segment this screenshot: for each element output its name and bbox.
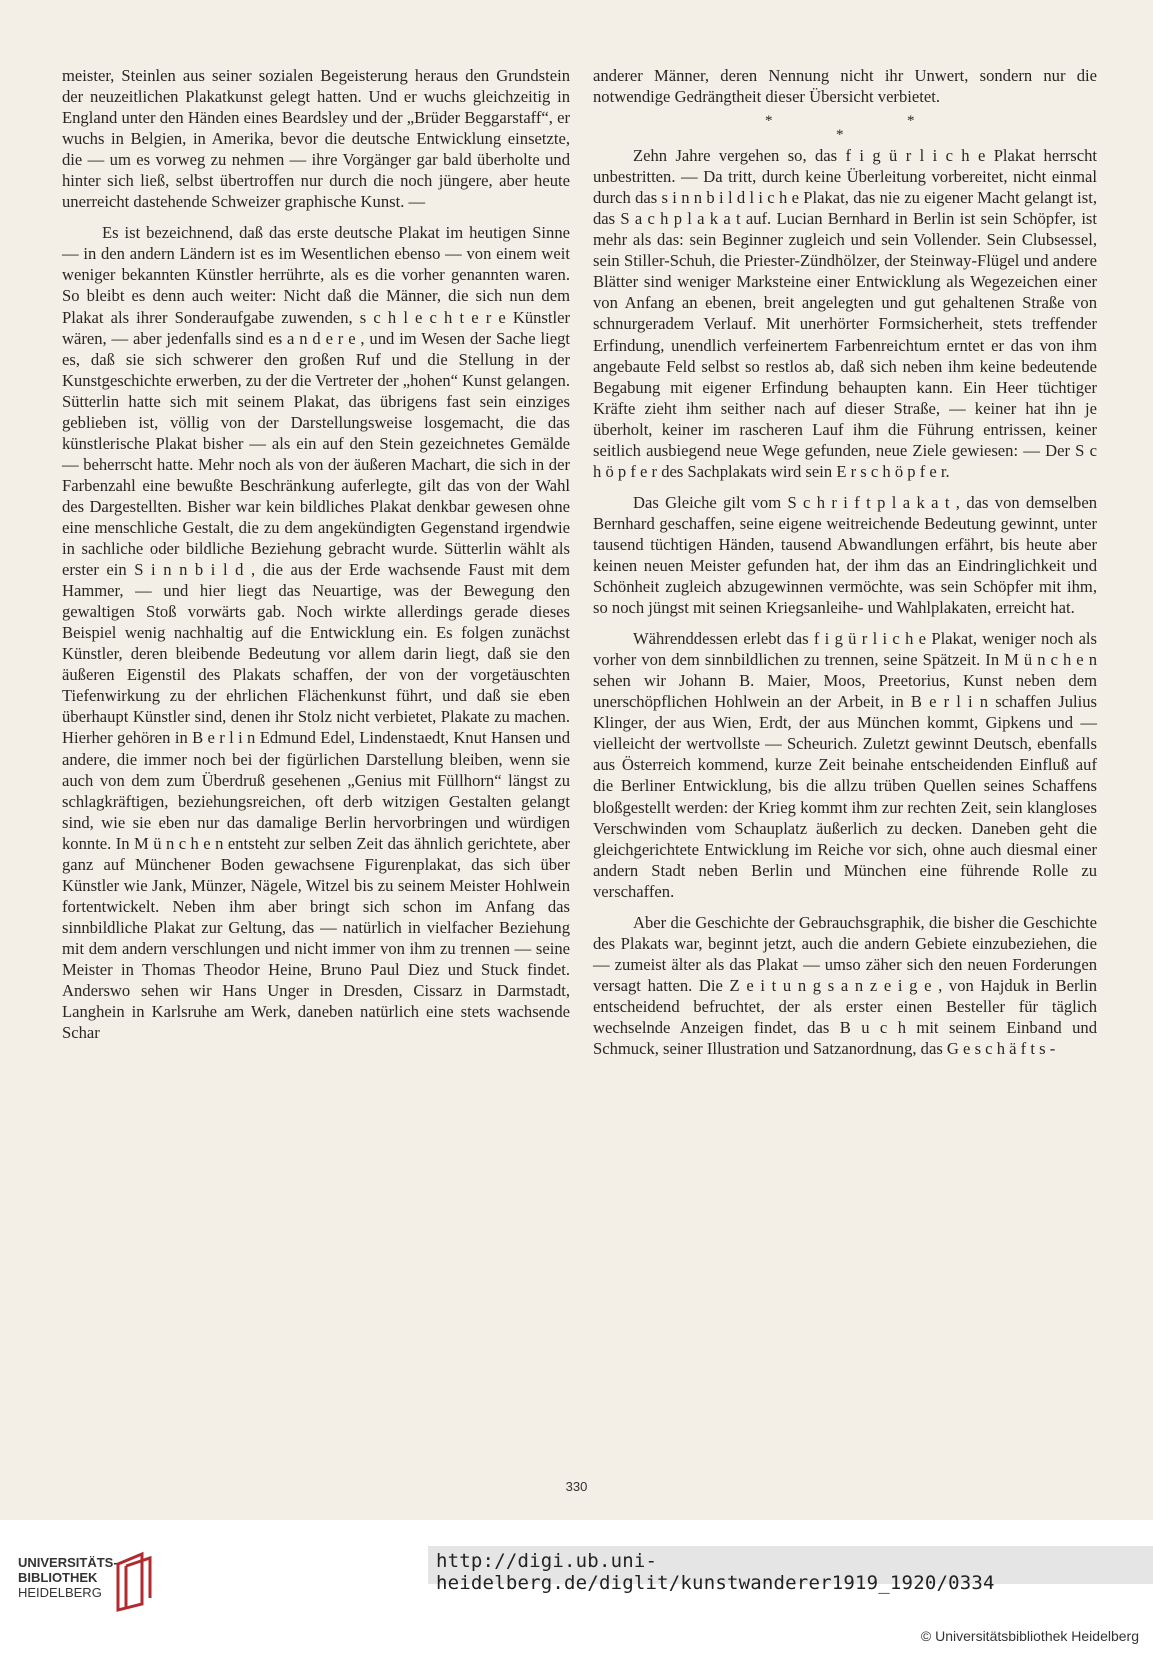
right-paragraph-2: Das Gleiche gilt vom S c h r i f t p l a k a t , das von demselben Bernhard geschaffen, seine eigene weitreichende Bedeutung gewinnt, unter tausend tüchtigen Händen, tausend Abwandlungen erfährt, bis heute aber keinen neuen Meister gefunden hat, der ihm das an Eindringlichkeit und Schönheit zugleich abzugewinnen vermöchte, was sein Schöpfer mit ihm, so noch jüngst mit seinen Kriegsanleihe- und Wahlplakaten, erreicht hat. — [593, 492, 1097, 618]
logo-line: BIBLIOTHEK — [18, 1570, 98, 1585]
separator-star: * — [836, 127, 844, 144]
right-paragraph-intro: anderer Männer, deren Nennung nicht ihr Unwert, sondern nur die notwendige Gedrängtheit dieser Übersicht verbietet. — [593, 66, 1097, 107]
permalink[interactable]: http://digi.ub.uni-heidelberg.de/diglit/kunstwanderer1919_1920/0334 — [436, 1550, 995, 1594]
library-logo-text — [18, 1555, 118, 1600]
page-number: 330 — [565, 1479, 588, 1494]
separator-star: * — [907, 113, 915, 130]
library-logo-icon — [112, 1550, 156, 1612]
left-column — [62, 65, 570, 1043]
section-separator — [593, 107, 1097, 145]
left-paragraph-1: meister, Steinlen aus seiner sozialen Begeisterung heraus den Grundstein der neuzeitlichen Plakatkunst gelegt hatten. Und er wuchs gleichzeitig in England unter den Händen eines Beardsley und der „Brüder Beggarstaff“, er wuchs in Belgien, in Amerika, bevor die deutsche Entwicklung einsetzte, die — um es vorweg zu nehmen — ihre Vorgänger gar bald überholte und hinter sich ließ, selbst übertroffen nur durch die noch jüngere, aber heute unerreicht dastehende Schweizer graphische Kunst. — — [62, 66, 570, 212]
right-column — [593, 65, 1097, 1059]
separator-star: * — [765, 113, 773, 130]
right-paragraph-4: Aber die Geschichte der Gebrauchsgraphik, die bisher die Geschichte des Plakats war, beginnt jetzt, auch die andern Gebiete einzubeziehen, die — zumeist älter als das Plakat — umso zäher sich den neuen Forderungen versagt hatten. Die Z e i t u n g s a n z e i g e , von Hajduk in Berlin entscheidend befruchtet, der als erster einen Besteller für täglich wechselnde Anzeigen findet, das B u c h mit seinem Einband und Schmuck, seiner Illustration und Satzanordnung, das G e s c h ä f t s - — [593, 912, 1097, 1059]
left-paragraph-2: Es ist bezeichnend, daß das erste deutsche Plakat im heutigen Sinne — in den andern Ländern ist es im Wesentlichen ebenso — von einem weit weniger bekannten Künstler herrührte, als es die vorher genannten waren. So bleibt es denn auch weiter: Nicht daß die Männer, die sich nun dem Plakat als ihrer Sonderaufgabe zuwenden, s c h l e c h t e r e Künstler wären, — aber jedenfalls sind es a n d e r e , und im Wesen der Sache liegt es, daß sie sich schwerer den großen Ruf und die Stellung in der Kunstgeschichte erwerben, zu der die Vertreter der „hohen“ Kunst gelangen. Sütterlin hatte sich mit seinem Plakat, das übrigens fast sein einziges geblieben ist, völlig von der Darstellungsweise losgemacht, die das künstlerische Plakat bisher — als ein auf den Stein gezeichnetes Gemälde — beherrscht hatte. Mehr noch als von der äußeren Machart, die sich in der Farbenzahl eine bewußte Beschränkung auferlegte, gilt das von der Wahl des Dargestellten. Bisher war kein bildliches Plakat denkbar gewesen ohne eine menschliche Gestalt, die zu dem angekündigten Gegenstand irgendwie in sachliche oder bildliche Beziehung gebracht wurde. Sütterlin wählt als erster ein S i n n b i l d , die aus der Erde wachsende Faust mit dem Hammer, — und hier liegt das Neuartige, was der Bewegung den gewaltigen Stoß vorwärts gab. Noch wirkte allerdings gerade dieses Beispiel wenig nachhaltig auf die Entwicklung ein. Es folgen zunächst Künstler, deren bleibende Bedeutung vor allem darin liegt, daß sie den äußeren Eigenstil des Plakats schaffen, der von der vorgetäuschten Tiefenwirkung zu der ehrlichen Flächenkunst führt, und daß sie eben überhaupt Künstler sind, denen ihr Stolz nicht verbietet, Plakate zu machen. Hierher gehören in B e r l i n Edmund Edel, Lindenstaedt, Knut Hansen und andere, die immer noch bei der figürlichen Darstellung bleiben, wenn sie auch von dem zum Überdruß gesehenen „Genius mit Füllhorn“ längst zu schlagkräftigen, beziehungsreichen, oft derb witzigen Gestalten gelangt sind, wie sie eben nur das damalige Berlin hervorbringen und würdigen konnte. In M ü n c h e n entsteht zur selben Zeit das ähnlich gerichtete, aber ganz auf Münchener Boden gewachsene Figurenplakat, das sich über Künstler wie Jank, Münzer, Nägele, Witzel bis zu seinem Meister Hohlwein fortentwickelt. Neben ihm aber bringt sich schon im Anfang das sinnbildliche Plakat zur Geltung, das — natürlich in vielfacher Beziehung mit dem andern verschlungen und nicht immer von ihm zu trennen — seine Meister in Thomas Theodor Heine, Bruno Paul Diez und Stuck findet. Anderswo sehen wir Hans Unger in Dresden, Cissarz in Darmstadt, Langhein in Karlsruhe am Werk, daneben natürlich eine stets wachsende Schar — [62, 223, 570, 1043]
library-footer — [0, 1520, 1153, 1657]
logo-line: HEIDELBERG — [18, 1585, 102, 1600]
logo-line: UNIVERSITÄTS- — [18, 1555, 118, 1570]
right-paragraph-1: Zehn Jahre vergehen so, das f i g ü r l i c h e Plakat herrscht unbestritten. — Da tritt, durch keine Überleitung vorbereitet, nicht einmal durch das s i n n b i l d l i c h e Plakat, das nie zu eigener Macht gelangt ist, das S a c h p l a k a t auf. Lucian Bernhard in Berlin ist sein Schöpfer, ist mehr als das: sein Beginner zugleich und sein Vollender. Sein Clubsessel, sein Stiller-Schuh, die Priester-Zündhölzer, der Steinway-Flügel und andere Blätter sind weniger Marksteine einer Entwicklung als Wegezeichen einer von Anfang an ebenen, breit angelegten und gut gehaltenen Straße von schnurgeradem Verlauf. Mit unerhörter Formsicherheit, stets treffender Erfindung, unendlich verfeinertem Farbenreichtum erntet er das von ihm angebaute Feld selbst so restlos ab, daß sich neben ihm keine bedeutende Begabung mit eigener Erfindung behaupten kann. Ein Heer tüchtiger Kräfte zieht ihm seither nach auf dieser Straße, — keiner hat ihn je überholt, keiner im rascheren Lauf ihm die Führung entrissen, keiner seitlich ausbiegend neue Wege gefunden, neue Ziele gewiesen: — Der S c h ö p f e r des Sachplakats wird sein E r s c h ö p f e r. — [593, 146, 1097, 481]
right-paragraph-3: Währenddessen erlebt das f i g ü r l i c h e Plakat, weniger noch als vorher von dem sinnbildlichen zu trennen, seine Spätzeit. In M ü n c h e n sehen wir Johann B. Maier, Moos, Preetorius, Kunst neben dem unerschöpflichen Hohlwein an der Arbeit, in B e r l i n schaffen Julius Klinger, der aus Wien, Erdt, der aus München kommt, Gipkens und — vielleicht der wertvollste — Scheurich. Zuletzt gewinnt Deutsch, ebenfalls aus Österreich kommend, kurze Zeit beinahe entscheidenden Einfluß auf die Berliner Entwicklung, bis die allzu trüben Quellen seines Schaffens bloßgestellt werden: der Krieg kommt ihm zur rechten Zeit, sein klangloses Verschwinden vom Schauplatz äußerlich zu decken. Daneben geht die gleichgerichtete Entwicklung im Reiche vor sich, ohne auch diesmal einer andern Stadt neben Berlin und München eine führende Rolle zu verschaffen. — [593, 629, 1097, 901]
copyright: © Universitätsbibliothek Heidelberg — [920, 1628, 1139, 1644]
